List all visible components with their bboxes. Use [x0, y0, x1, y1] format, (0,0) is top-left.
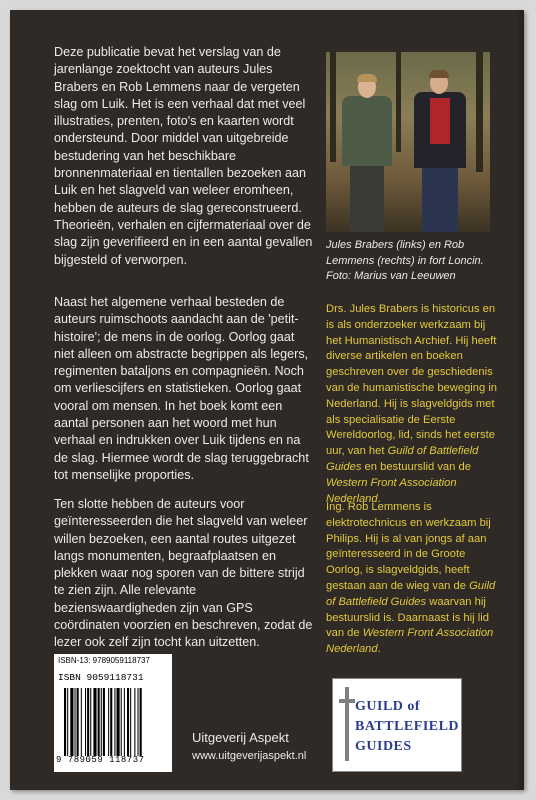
photo-caption: Jules Brabers (links) en Rob Lemmens (rechts) in fort Loncin. Foto: Marius van Leeuwen	[326, 239, 484, 282]
logo-line-3: GUIDES	[355, 739, 412, 754]
cover-edge-shadow	[516, 10, 524, 790]
bio-text: .	[377, 492, 381, 505]
logo-line-1: GUILD of	[355, 699, 421, 714]
barcode-bar	[140, 688, 142, 756]
author-bio-brabers	[326, 302, 502, 507]
barcode-bar	[117, 688, 120, 756]
blurb-paragraph-3: Ten slotte hebben de auteurs voor geïnteresseerden die het slagveld van weleer willen bezoeken, een aantal routes uitgezet langs monumenten, begraafplaatsen en plekken waar nog sporen van de bittere strijd te zien zijn. Alle relevante bezienswaardigheden zijn van GPS coördinaten voorzien en beschreven, zodat de lezer ook zelf zijn tocht kan uitzetten.	[54, 497, 313, 650]
photo-tree	[396, 52, 401, 152]
barcode-bar	[90, 688, 91, 756]
barcode-bar	[130, 688, 131, 756]
bio-text: waarvan hij bestuurslid is. Daarnaast is hij lid van de	[326, 595, 489, 640]
barcode-bar	[93, 688, 96, 756]
photo-person-left-legs	[350, 164, 384, 232]
barcode-bar	[108, 688, 109, 756]
barcode-bar	[114, 688, 115, 756]
barcode-bar	[75, 688, 76, 756]
bio-text: .	[377, 643, 381, 656]
photo-tree	[330, 52, 336, 162]
barcode-digits: 9 789059 118737	[56, 755, 145, 765]
isbn-barcode	[54, 654, 172, 772]
photo-person-right-legs	[422, 166, 458, 232]
barcode-bar	[103, 688, 105, 756]
logo-line-2: BATTLEFIELD	[355, 719, 460, 734]
photo-tree	[476, 52, 483, 172]
bio-emphasis: Guild of Battlefield Guides	[326, 579, 496, 608]
barcode-bar	[138, 688, 139, 756]
isbn-10-label: ISBN 9059118731	[58, 672, 144, 683]
bio-text: en bestuurslid van de	[361, 460, 471, 473]
bio-emphasis: Guild of Battlefield Guides	[326, 445, 479, 473]
publisher-website: www.uitgeverijaspekt.nl	[192, 750, 307, 762]
barcode-bar	[87, 688, 89, 756]
publisher-name: Uitgeverij Aspekt	[192, 730, 289, 745]
photo-person-left-hair	[357, 74, 377, 82]
barcode-bar	[77, 688, 79, 756]
barcode-bar	[124, 688, 125, 756]
barcode-bar	[110, 688, 112, 756]
sword-guard-icon	[339, 699, 355, 703]
barcode-bar	[134, 688, 135, 756]
barcode-bars	[64, 688, 164, 756]
photo-person-right-shirt	[430, 98, 450, 144]
barcode-bar	[85, 688, 86, 756]
authors-photo	[326, 52, 490, 232]
blurb-paragraph-2: Naast het algemene verhaal besteden de auteurs ruimschoots aandacht aan de 'petit-histoire'; de mens in de oorlog. Oorlog gaat niet alleen om abstracte begrippen als legers, regimenten bataljons en compagnieën. Noch om verliescijfers en statistieken. Oorlog gaat vooral om mensen. In het boek komt een aantal personen aan het woord met hun verhaal en indrukken over Luik tijdens en na de slag. Hiermee wordt de slag teruggebracht tot menselijke proporties.	[54, 295, 309, 482]
guild-of-battlefield-guides-logo	[332, 678, 462, 772]
barcode-bar	[98, 688, 100, 756]
barcode-bar	[81, 688, 82, 756]
barcode-bar	[70, 688, 73, 756]
author-bio-lemmens	[326, 500, 502, 658]
bio-text: Ing. Rob Lemmens is elektrotechnicus en werkzaam bij Philips. Hij is al van jongs af aan geïnteresseerd in de Groote Oorlog, is slagveldgids, heeft gestaan aan de wieg van de	[326, 501, 491, 592]
barcode-bar	[64, 688, 66, 756]
barcode-bar	[67, 688, 68, 756]
barcode-bar	[127, 688, 129, 756]
barcode-bar	[101, 688, 102, 756]
bio-text: Drs. Jules Brabers is historicus en is als onderzoeker werkzaam bij het Humanistisch Archief. Hij heeft diverse artikelen en boeken geschreven over de geschiedenis van de humanistische beweging in Nederland. Hij is slagveldgids met als specialisatie de Eerste Wereldoorlog, lid, sinds het eerste uur, van het	[326, 303, 498, 458]
bio-emphasis: Western Front Association Nederland	[326, 627, 494, 656]
isbn-13-label: ISBN-13: 9789059118737	[58, 656, 150, 665]
photo-person-left-body	[342, 96, 392, 166]
barcode-bar	[121, 688, 122, 756]
book-back-cover	[10, 10, 524, 790]
bio-emphasis: Western Front Association Nederland	[326, 476, 457, 505]
photo-person-right-hair	[429, 70, 449, 78]
blurb-paragraph-1: Deze publicatie bevat het verslag van de jarenlange zoektocht van auteurs Jules Brabers en Rob Lemmens naar de vergeten slag om Luik. Het is een verhaal dat met veel illustraties, prenten, foto's en kaarten wordt ondersteund. Door middel van uitgebreide bestudering van het beschikbare bronnenmateriaal en tientallen bezoeken aan Luik en het slagveld van weleer eromheen, hebben de auteurs de slag gereconstrueerd. Theorieën, verhalen en cijfermateriaal over de slag zijn geverifieerd en in een aantal gevallen bijgesteld of verworpen.	[54, 45, 313, 267]
